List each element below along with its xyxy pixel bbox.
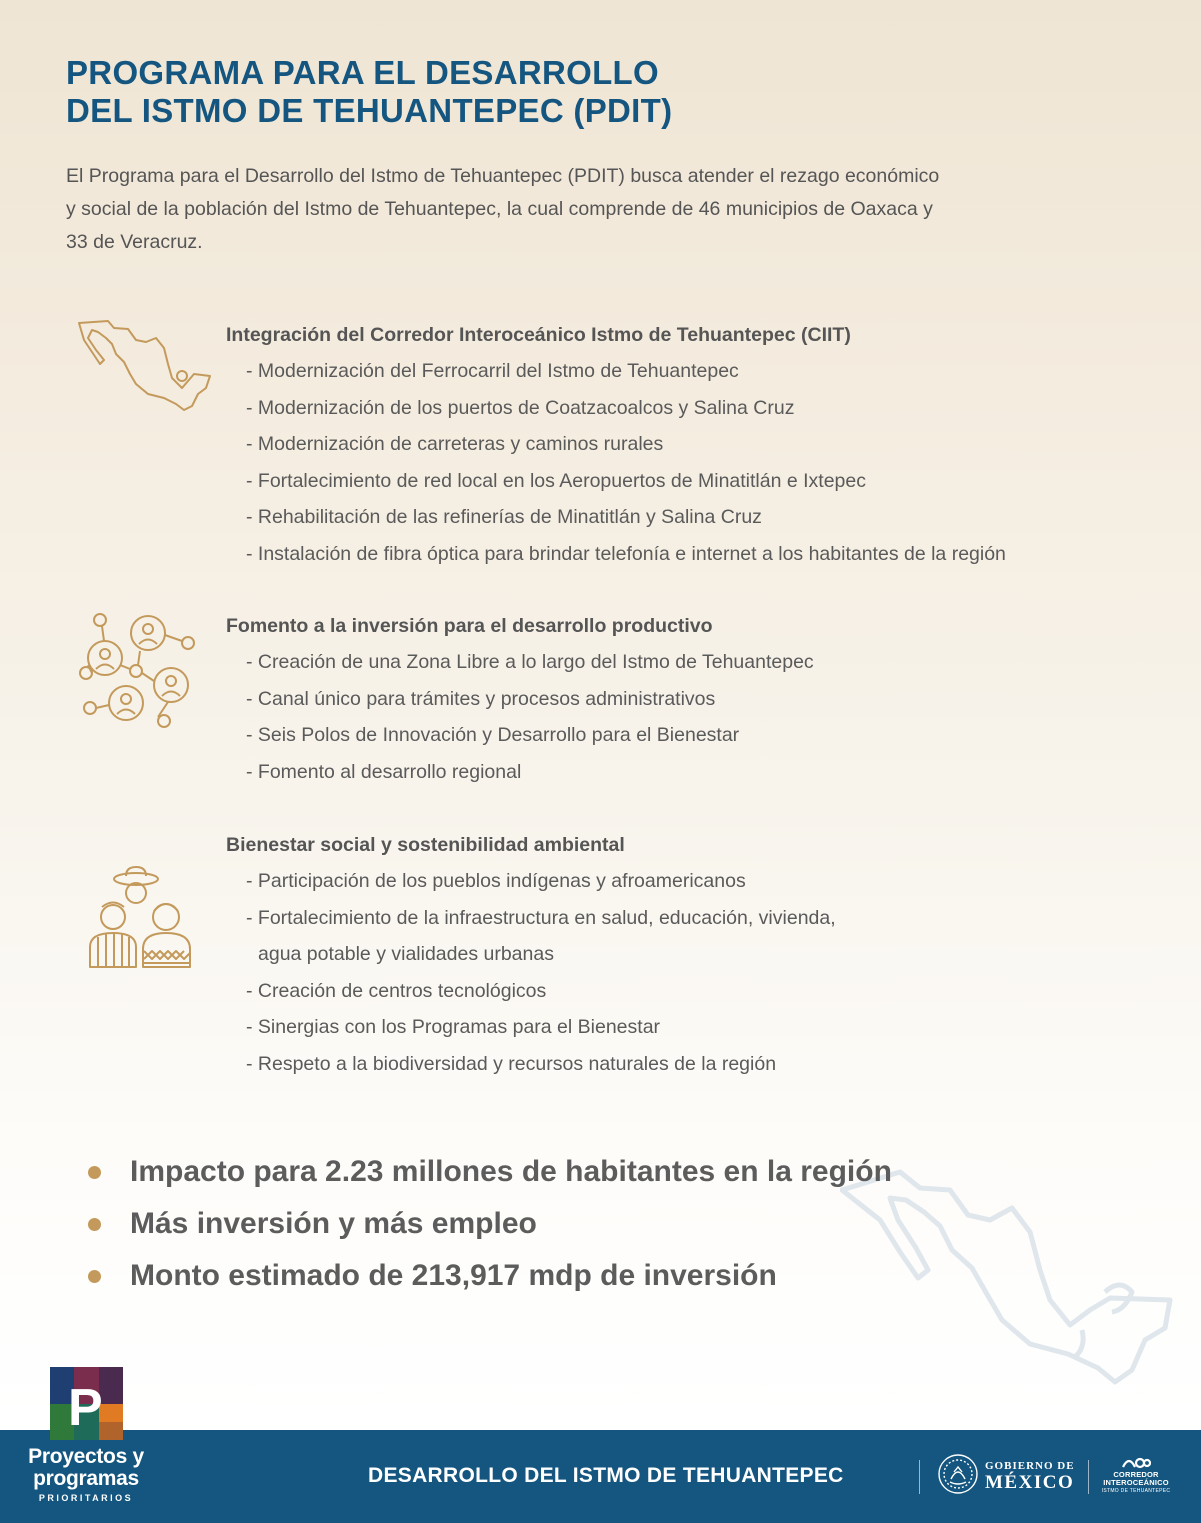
footer-divider — [1088, 1460, 1089, 1494]
list-item: - Canal único para trámites y procesos administrativos — [246, 687, 716, 710]
ci-line-1: CORREDOR — [1113, 1470, 1159, 1479]
highlight-item — [88, 1146, 892, 1198]
highlight-item — [88, 1198, 892, 1250]
section-heading: Bienestar social y sostenibilidad ambiental — [226, 834, 625, 856]
list-item: - Participación de los pueblos indígenas y afroamericanos — [246, 870, 746, 892]
logo-line-2: programas — [33, 1467, 139, 1490]
section-heading: Integración del Corredor Interoceánico Istmo de Tehuantepec (CIIT) — [226, 324, 851, 346]
logo-letter: P — [68, 1379, 103, 1437]
list-item: agua potable y vialidades urbanas — [258, 943, 554, 966]
corredor-logo — [1100, 1455, 1172, 1495]
list-item: - Respeto a la biodiversidad y recursos naturales de la región — [246, 1052, 777, 1075]
title-line-2: DEL ISTMO DE TEHUANTEPEC (PDIT) — [66, 92, 673, 129]
list-item: - Instalación de fibra óptica para brindar telefonía e internet a los habitantes de la región — [246, 542, 1006, 565]
page-title — [66, 54, 672, 130]
section-list — [226, 353, 1006, 573]
mexico-map-icon — [76, 318, 216, 413]
section-list — [226, 863, 836, 1083]
intro-paragraph: El Programa para el Desarrollo del Istmo de Tehuantepec (PDIT) busca atender el rezago económico y social de la población del Istmo de Tehuantepec, la cual comprende de 46 municipios de Oaxaca y 33 de Veracruz. — [66, 165, 940, 253]
logo-line-3: PRIORITARIOS — [38, 1493, 134, 1503]
proyectos-logo-text — [0, 1446, 172, 1506]
logo-line-1: Proyectos y — [28, 1445, 144, 1468]
title-line-1: PROGRAMA PARA EL DESARROLLO — [66, 54, 659, 91]
section-heading: Fomento a la inversión para el desarrollo productivo — [226, 615, 713, 637]
list-item: - Fortalecimiento de red local en los Aeropuertos de Minatitlán e Ixtepec — [246, 469, 867, 492]
indigenous-people-icon — [88, 865, 194, 969]
highlight-text: Más inversión y más empleo — [130, 1207, 537, 1240]
gob-line-1: GOBIERNO DE — [985, 1460, 1075, 1472]
section-inversion — [226, 608, 814, 790]
background-map-icon — [840, 1160, 1200, 1430]
ci-line-2: INTEROCEÁNICO — [1103, 1478, 1169, 1487]
list-item: - Creación de una Zona Libre a lo largo del Istmo de Tehuantepec — [246, 651, 814, 673]
gobierno-mexico-logo — [985, 1460, 1075, 1493]
bullet-icon — [88, 1270, 101, 1283]
mexico-seal-icon — [937, 1453, 979, 1495]
section-bienestar — [226, 827, 836, 1083]
list-item: - Modernización de los puertos de Coatzacoalcos y Salina Cruz — [246, 396, 795, 419]
corredor-logo-icon — [1121, 1455, 1151, 1469]
gob-line-2: MÉXICO — [985, 1472, 1075, 1493]
highlight-item — [88, 1250, 892, 1302]
footer-divider — [919, 1460, 920, 1494]
list-item: - Modernización de carreteras y caminos rurales — [246, 433, 664, 456]
list-item: - Fortalecimiento de la infraestructura en salud, educación, vivienda, — [246, 906, 836, 929]
list-item: - Rehabilitación de las refinerías de Minatitlán y Salina Cruz — [246, 506, 762, 529]
footer-title: DESARROLLO DEL ISTMO DE TEHUANTEPEC — [368, 1464, 844, 1487]
section-corredor — [226, 317, 1006, 573]
list-item: - Modernización del Ferrocarril del Istmo de Tehuantepec — [246, 360, 739, 382]
bullet-icon — [88, 1218, 101, 1231]
bullet-icon — [88, 1166, 101, 1179]
highlights-list — [88, 1146, 892, 1302]
section-list — [226, 644, 814, 790]
list-item: - Creación de centros tecnológicos — [246, 979, 547, 1002]
ci-line-3: ISTMO DE TEHUANTEPEC — [1101, 1488, 1171, 1494]
list-item: - Fomento al desarrollo regional — [246, 760, 522, 783]
highlight-text: Impacto para 2.23 millones de habitantes en la región — [130, 1155, 892, 1188]
list-item: - Seis Polos de Innovación y Desarrollo para el Bienestar — [246, 724, 740, 747]
proyectos-logo-icon — [50, 1367, 123, 1440]
highlight-text: Monto estimado de 213,917 mdp de inversión — [130, 1259, 777, 1292]
list-item: - Sinergias con los Programas para el Bienestar — [246, 1016, 661, 1039]
people-network-icon — [78, 613, 196, 731]
